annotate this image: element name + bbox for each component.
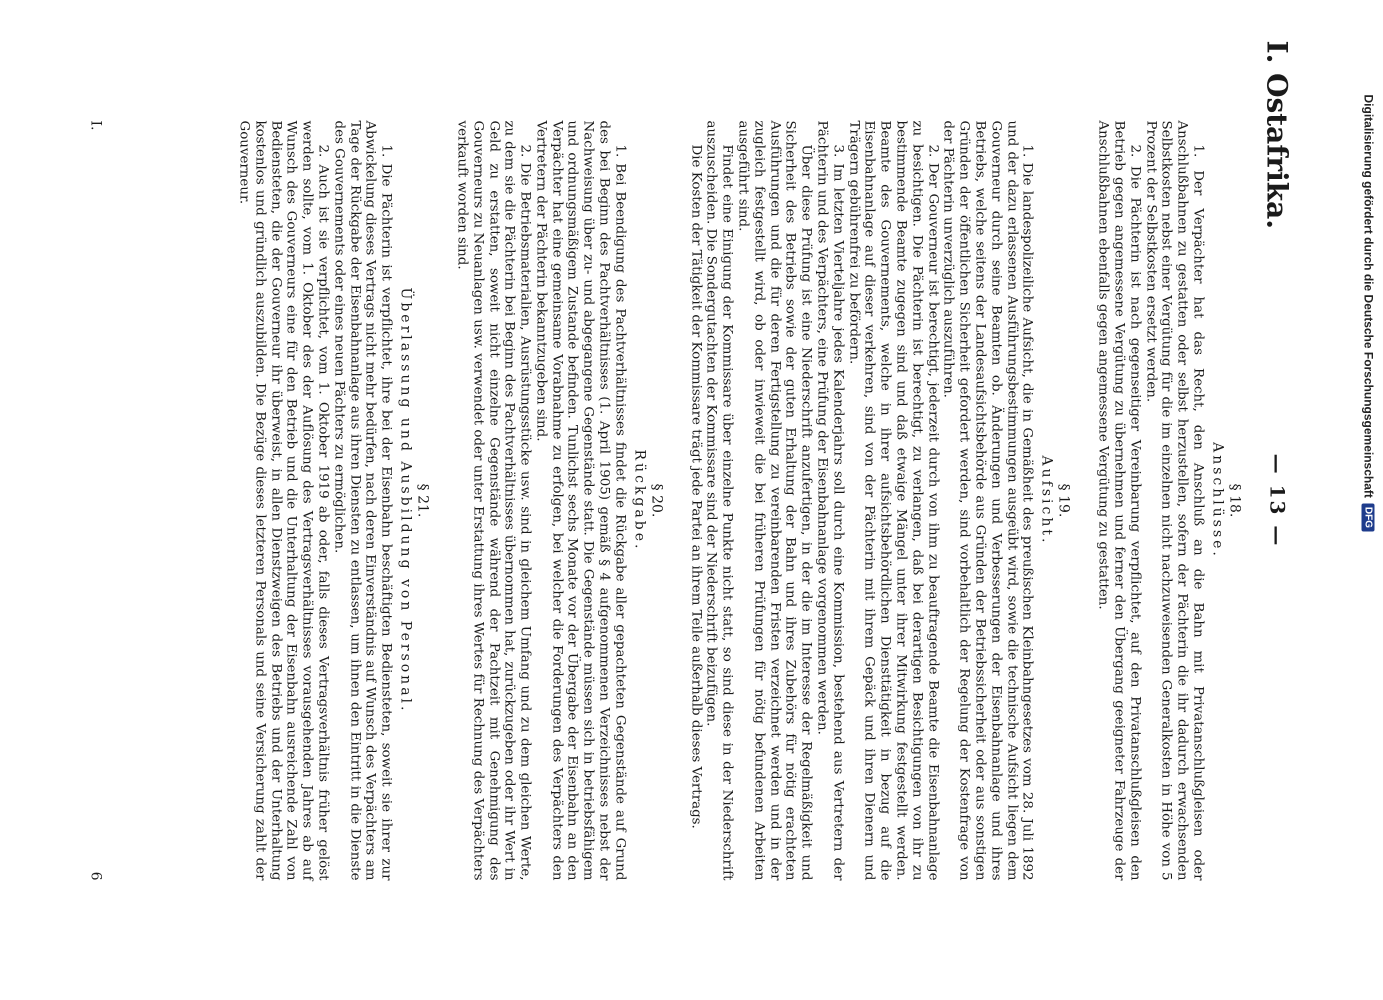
section-title: Überlassung und Ausbildung von Personal.	[397, 287, 414, 713]
paragraph: 1. Der Verpächter hat das Recht, den Anschluß an die Bahn mit Privatanschlußgleisen oder Anschlußbahnen zu gestatten oder selbst herzustellen, sofern der Pächterin die ihr dadurch erwachsenden Selbstkosten nebst einer Vergütung für die im einzelnen nicht nachzuweisenden Generalkosten in Höhe von 5 Prozent der Selbstkosten ersetzt werden.	[1142, 120, 1205, 880]
paragraph: 2. Auch ist sie verpflichtet, vom 1. Oktober 1919 ab oder, falls dieses Vertragsverhältnis früher gelöst werden sollte, vom 1. Oktober des der Auflösung des Vertragsverhältnisses vorausgehenden Jahres ab auf Wunsch des Gouverneurs eine für den Betrieb und die Unterhaltung der Eisenbahn ausreichende Zahl von Bediensteten, die der Gouverneur ihr überweist, in allen Dienstzweigen des Betriebs und der Unterhaltung kostenlos und gründlich auszubilden. Die Bezüge dieses letzteren Personals und seine Versicherung zahlt der Gouverneur.	[235, 120, 330, 880]
paragraph: 2. Der Gouverneur ist berechtigt, jederzeit durch von ihm zu beauftragende Beamte die Eisenbahnanlage zu besichtigen. Die Pächterin ist berechtigt, zu verlangen, daß bei derartigen Besichtigungen von ihr zu bestimmende Beamte zugegen sind und daß etwaige Mängel unter ihrer Mitwirkung festgestellt werden. Beamte des Gouvernements, welche in ihrer aufsichtsbehördlichen Diensttätigkeit in bezug auf die Eisenbahnanlage auf dieser verkehren, sind von der Pächterin mit ihrem Gepäck und ihren Dienern und Trägern gebührenfrei zu befördern.	[845, 120, 940, 880]
paragraph: Über diese Prüfung ist eine Niederschrift anzufertigen, in der die im Interesse der Regelmäßigkeit und Sicherheit des Betriebs sowie der guten Erhaltung der Bahn und ihres Zubehörs für nötig erachteten Ausführungen und die für deren Fertigstellung zu vereinbarenden Fristen verzeichnet werden und in der zugleich festgestellt wird, ob oder inwieweit die bei früheren Prüfungen für nötig befundenen Arbeiten ausgeführt sind.	[735, 120, 814, 880]
section-heading: § 20.	[647, 483, 664, 517]
paragraph: Die Kosten der Tätigkeit der Kommissare trägt jede Partei an ihrem Teile außerhalb dieses Vertrags.	[687, 144, 703, 829]
section-heading: § 18.	[1226, 483, 1242, 517]
paragraph: 2. Die Pächterin ist nach gegenseitiger Vereinbarung verpflichtet, auf den Privatanschlußgleisen den Betrieb gegen angemessene Vergütung zu übernehmen und ferner den Übergang geeigneter Fahrzeuge der Anschlußbahnen ebenfalls gegen angemessene Vergütung zu gestatten.	[1095, 120, 1142, 880]
signature-mark-left: I.	[87, 120, 103, 130]
section-title: Rückgabe.	[630, 449, 647, 551]
paragraph: 3. Im letzten Vierteljahre jedes Kalenderjahrs soll durch eine Kommission, bestehend aus Vertretern der Pächterin und des Verpächters, eine Prüfung der Eisenbahnanlage vorgenommen werden.	[814, 120, 845, 880]
paragraph: Findet eine Einigung der Kommissare über einzelne Punkte nicht statt, so sind diese in der Niederschrift auszuscheiden. Die Sondergutachten der Kommissare sind der Niederschrift beizufügen.	[703, 120, 735, 880]
section-18	[1094, 120, 1243, 880]
page-header	[1243, 40, 1303, 960]
page-footer	[73, 120, 103, 880]
section-20	[453, 120, 665, 880]
paragraph: 2. Die Betriebsmaterialien, Ausrüstungsstücke usw. sind in gleichem Umfang und zu dem gleichen Werte, zu dem sie die Pächterin bei Beginn des Pachtverhältnisses übernommen hat, zurückzugeben oder ihr Wert in Geld zu erstatten, soweit nicht einzelne Gegenstände während der Pachtzeit mit Genehmigung des Gouverneurs zu Neuanlagen usw. verwendet oder unter Erstattung ihres Wertes für Rechnung des Verpächters verkauft worden sind.	[453, 120, 533, 880]
section-21	[235, 120, 431, 880]
section-heading: § 19.	[1055, 483, 1072, 517]
page-number: — 13 —	[1265, 453, 1289, 547]
section-title: Anschlüsse.	[1209, 441, 1225, 559]
section-heading: § 21.	[414, 483, 431, 517]
section-title: Aufsicht.	[1038, 455, 1055, 545]
digitization-credit	[1353, 0, 1383, 1000]
document-body	[213, 120, 1243, 880]
paragraph: 1. Die landespolizeiliche Aufsicht, die in Gemäßheit des preußischen Kleinbahngesetzes vom 28. Juli 1892 und der dazu erlassenen Ausführungsbestimmungen ausgeübt wird, sowie die technische Aufsicht liegen dem Gouverneur durch seine Beamten ob. Änderungen und Verbesserungen der Eisenbahnanlage und ihres Betriebs, welche seitens der Landesaufsichtsbehörde aus Gründen der Betriebssicherheit oder aus sonstigen Gründen der öffentlichen Sicherheit gefordert werden, sind vorbehaltlich der Regelung der Kostenfrage von der Pächterin unverzüglich auszuführen.	[940, 120, 1035, 880]
signature-mark-right: 6	[87, 871, 103, 880]
paragraph: 1. Die Pächterin ist verpflichtet, ihre bei der Eisenbahn beschäftigten Bediensteten, soweit sie ihrer zur Abwickelung dieses Vertrags nicht mehr bedürfen, nach deren Einverständnis auf Wunsch des Verpächters am Tage der Rückgabe der Eisenbahnanlage aus ihren Diensten zu entlassen, um ihnen den Eintritt in die Dienste des Gouvernements oder eines neuen Pächters zu ermöglichen.	[330, 120, 394, 880]
paragraph: 1. Bei Beendigung des Pachtverhältnisses findet die Rückgabe aller gepachteten Gegenstände auf Grund des bei Beginn des Pachtverhältnisses (1. April 1905) gemäß § 4 aufgenommenen Verzeichnisses nebst der Nachweisung über zu- und abgegangene Gegenstände statt. Die Gegenstände müssen sich in betriebsfähigem und ordnungsmäßigem Zustande befinden. Tunlichst sechs Monate vor der Übergabe der Eisenbahn an den Verpächter hat eine gemeinsame Vorabnahme zu erfolgen, bei welcher die Forderungen des Verpächters den Vertretern der Pächterin bekanntzugeben sind.	[532, 120, 627, 880]
section-19	[687, 120, 1073, 880]
dfg-logo-icon: DFG	[1362, 503, 1375, 530]
digitization-note: Digitalisierung gefördert durch die Deutsche Forschungsgemeinschaft	[1361, 94, 1375, 498]
chapter-title: I. Ostafrika.	[1260, 40, 1293, 229]
